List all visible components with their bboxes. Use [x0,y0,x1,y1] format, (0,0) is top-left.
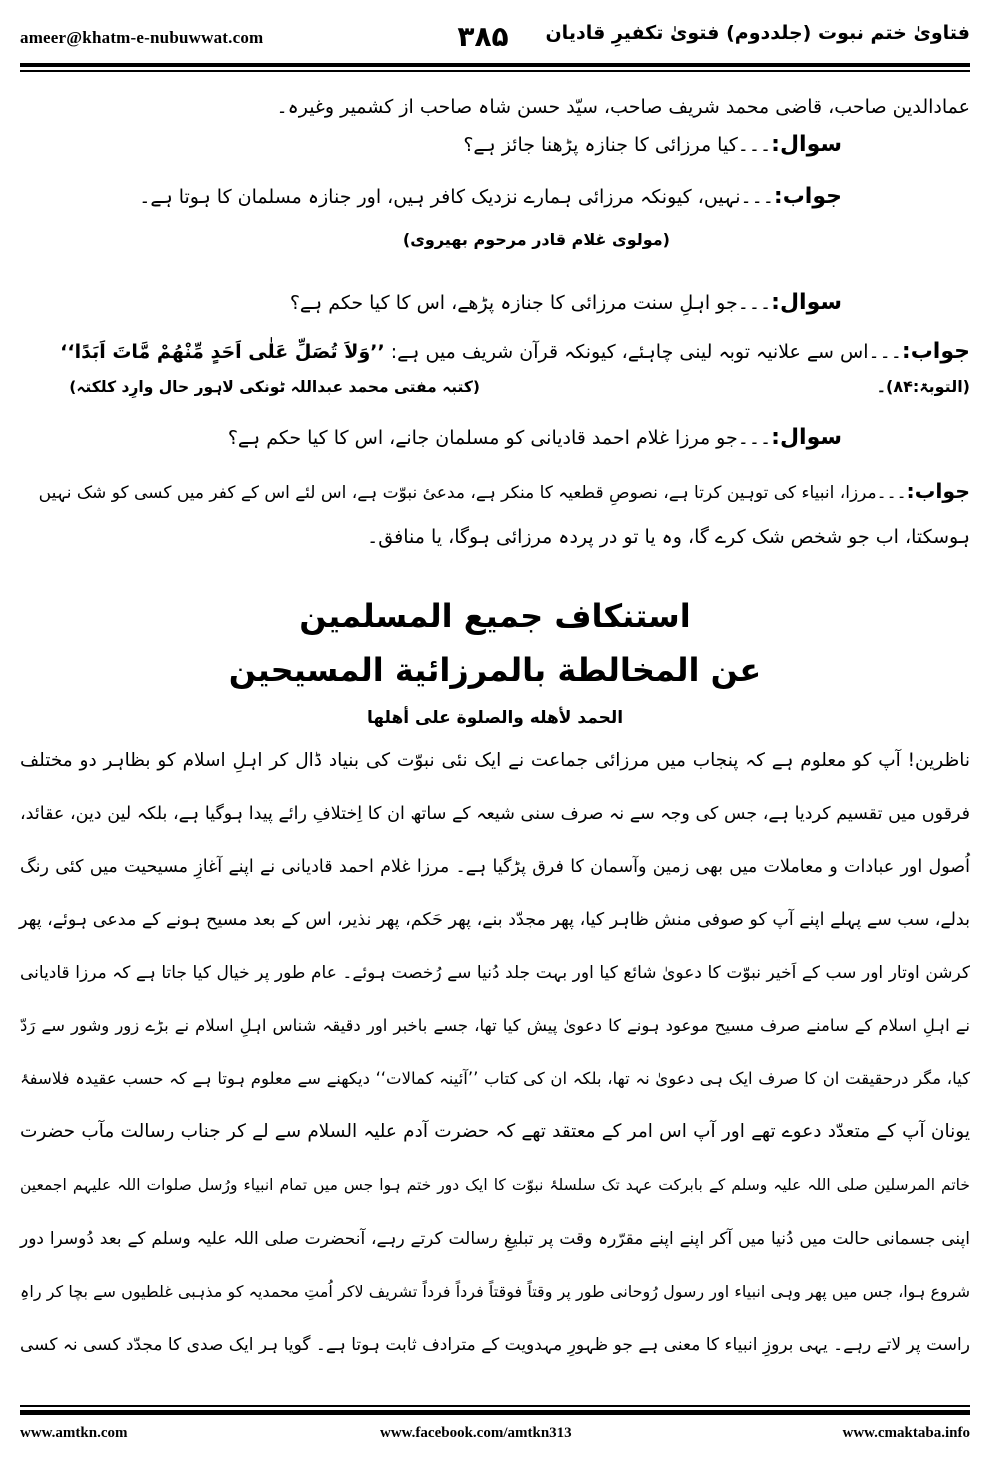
paragraph-line: خاتم المرسلین صلی اللہ علیہ وسلم کے بابرکت عہد تک سلسلۂ نبوّت کا ایک دور ختم ہوا جس میں تمام انبیاء ورُسل صلوات اللہ علیہم اجمعین [20,1176,970,1194]
answer-label: جواب: [901,339,970,364]
question-text: ۔۔۔جو اہلِ سنت مرزائی کا جنازہ پڑھے، اس کا کیا حکم ہے؟ [289,292,772,314]
footer-link-facebook[interactable]: www.facebook.com/amtkn313 [380,1425,572,1441]
paragraph-line: اُصول اور عبادات و معاملات میں بھی زمین وآسمان کا فرق پڑگیا ہے۔ مرزا غلام احمد قادیانی نے اپنے آغازِ مسیحیت میں کئی رنگ [20,857,970,877]
surah-reference: (التوبۃ:۸۴)۔ [876,377,970,396]
answer-label: جواب: [773,184,842,209]
intro-line: عمادالدین صاحب، قاضی محمد شریف صاحب، سیّد حسن شاہ صاحب از کشمیر وغیرہ۔ [276,96,970,118]
question-2 [20,288,842,318]
paragraph-line: شروع ہوا، جس میں پھر وہی انبیاء اور رسول رُوحانی طور پر وقتاً فوقتاً فرداً فرداً تشریف لاکر اُمتِ محمدیہ کو مذہبی غلطیوں سے بچا کر راہِ [20,1282,970,1301]
header-rule-thin [20,70,970,72]
question-3 [20,423,842,453]
paragraph-line: کرشن اوتار اور سب کے اَخیر نبوّت کا دعویٰ شائع کیا اور بہت جلد دُنیا سے رُخصت ہوئے۔ عام طور پر خیال کیا جاتا ہے کہ مرزا قادیانی [20,963,970,983]
answer-1 [20,182,842,212]
paragraph-line: اپنی جسمانی حالت میں دُنیا میں آکر اپنے اپنے مقرّرہ وقت پر تبلیغِ رسالت کرتے رہے، آنحضرت صلی اللہ علیہ وسلم کے بعد دُوسرا دور [20,1229,970,1249]
page-number: ۳۸۵ [457,20,509,53]
question-1 [20,130,842,160]
footer-rule-thin [20,1405,970,1407]
book-title: فتاویٰ ختم نبوت (جلددوم) فتویٰ تکفیرِ قادیان [545,22,970,44]
paragraph-line: فرقوں میں تقسیم کردیا ہے، جس کی وجہ سے نہ صرف سنی شیعہ کے ساتھ ان کا اِختلافِ رائے پیدا ہوگیا ہے، بلکہ لین دین، عقائد، [20,804,970,824]
answer-3-continued: ہوسکتا، اب جو شخص شک کرے گا، وہ یا تو در پردہ مرزائی ہوگا، یا منافق۔ [367,526,970,548]
section-subheading: الحمد لأهله والصلوة على أهلها [366,708,624,728]
paragraph-line: نے اہلِ اسلام کے سامنے صرف مسیح موعود ہونے کا دعویٰ پیش کیا تھا، جسے باخبر اور دقیقہ شناس اہلِ اسلام نے بڑے زور وشور سے رَدّ [20,1016,970,1035]
question-label: سوال: [771,425,842,450]
question-text: ۔۔۔کیا مرزائی کا جنازہ پڑھنا جائز ہے؟ [463,134,772,156]
paragraph-line: کیا، مگر درحقیقت ان کا صرف ایک ہی دعویٰ نہ تھا، بلکہ ان کی کتاب ’’آئینہ کمالات‘‘ دیکھنے سے معلوم ہوتا ہے کہ حسب عقیدہ فلاسفۂ [20,1069,970,1088]
answer-text: ۔۔۔نہیں، کیونکہ مرزائی ہمارے نزدیک کافر ہیں، اور جنازہ مسلمان کا ہوتا ہے۔ [139,186,774,208]
footer-link-cmaktaba[interactable]: www.cmaktaba.info [842,1425,970,1441]
header-rule-thick [20,63,970,67]
question-label: سوال: [771,132,842,157]
answer-text: ۔۔۔مرزا، انبیاء کی توہین کرتا ہے، نصوصِ قطعیہ کا منکر ہے، مدعیٔ نبوّت ہے، اس لئے اس کے کفر میں کسی کو شک نہیں [38,483,907,503]
section-heading-line-2: عن المخالطة بالمرزائية المسيحين [228,651,762,689]
section-heading-line-1: استنکاف جمیع المسلمین [299,597,691,635]
answer-2 [20,337,970,367]
paragraph-line: یونان آپ کے متعدّد دعوے تھے اور آپ اس امر کے معتقد تھے کہ حضرت آدم علیہ السلام سے لے کر جناب رسالت مآب حضرت [20,1121,970,1142]
paragraph-line: ناظرین! آپ کو معلوم ہے کہ پنجاب میں مرزائی جماعت نے ایک نئی نبوّت کی بنیاد ڈال کر اہلِ اسلام کو بظاہر دو مختلف [20,750,970,771]
paragraph-line: راست پر لاتے رہے۔ یہی بروزِ انبیاء کا معنی ہے جو ظہورِ مہدویت کے مترادف ثابت ہوتا ہے۔ گویا ہر ایک صدی کا مجدّد کسی نہ کسی [20,1335,970,1355]
quran-verse: ’’وَلاَ تُصَلِّ عَلٰی اَحَدٍ مِّنْهُمْ مَّاتَ اَبَدًا‘‘ [60,341,385,363]
question-label: سوال: [771,290,842,315]
footer-rule-thick [20,1410,970,1415]
page-header [18,22,972,52]
answer-text: ۔۔۔اس سے علانیہ توبہ لینی چاہئے، کیونکہ قرآن شریف میں ہے: [390,341,902,363]
question-text: ۔۔۔جو مرزا غلام احمد قادیانی کو مسلمان جانے، اس کا کیا حکم ہے؟ [227,427,772,449]
header-email-link[interactable]: ameer@khatm-e-nubuwwat.com [20,28,264,47]
footer-link-amtkn[interactable]: www.amtkn.com [20,1425,128,1441]
citation-2: (کتبہ مفتی محمد عبداللہ ٹونکی لاہور حال وارِد کلکتہ) [69,378,480,396]
answer-label: جواب: [906,479,970,503]
paragraph-line: بدلے، سب سے پہلے اپنے آپ کو صوفی منش ظاہر کیا، پھر مجدّد بنے، پھر حَکم، پھر نذیر، اس کے بعد مسیح ہونے کے مدعی ہوئے، پھر [18,910,970,930]
citation-1: (مولوی غلام قادر مرحوم بھیروی) [402,230,670,249]
answer-3 [20,476,970,508]
